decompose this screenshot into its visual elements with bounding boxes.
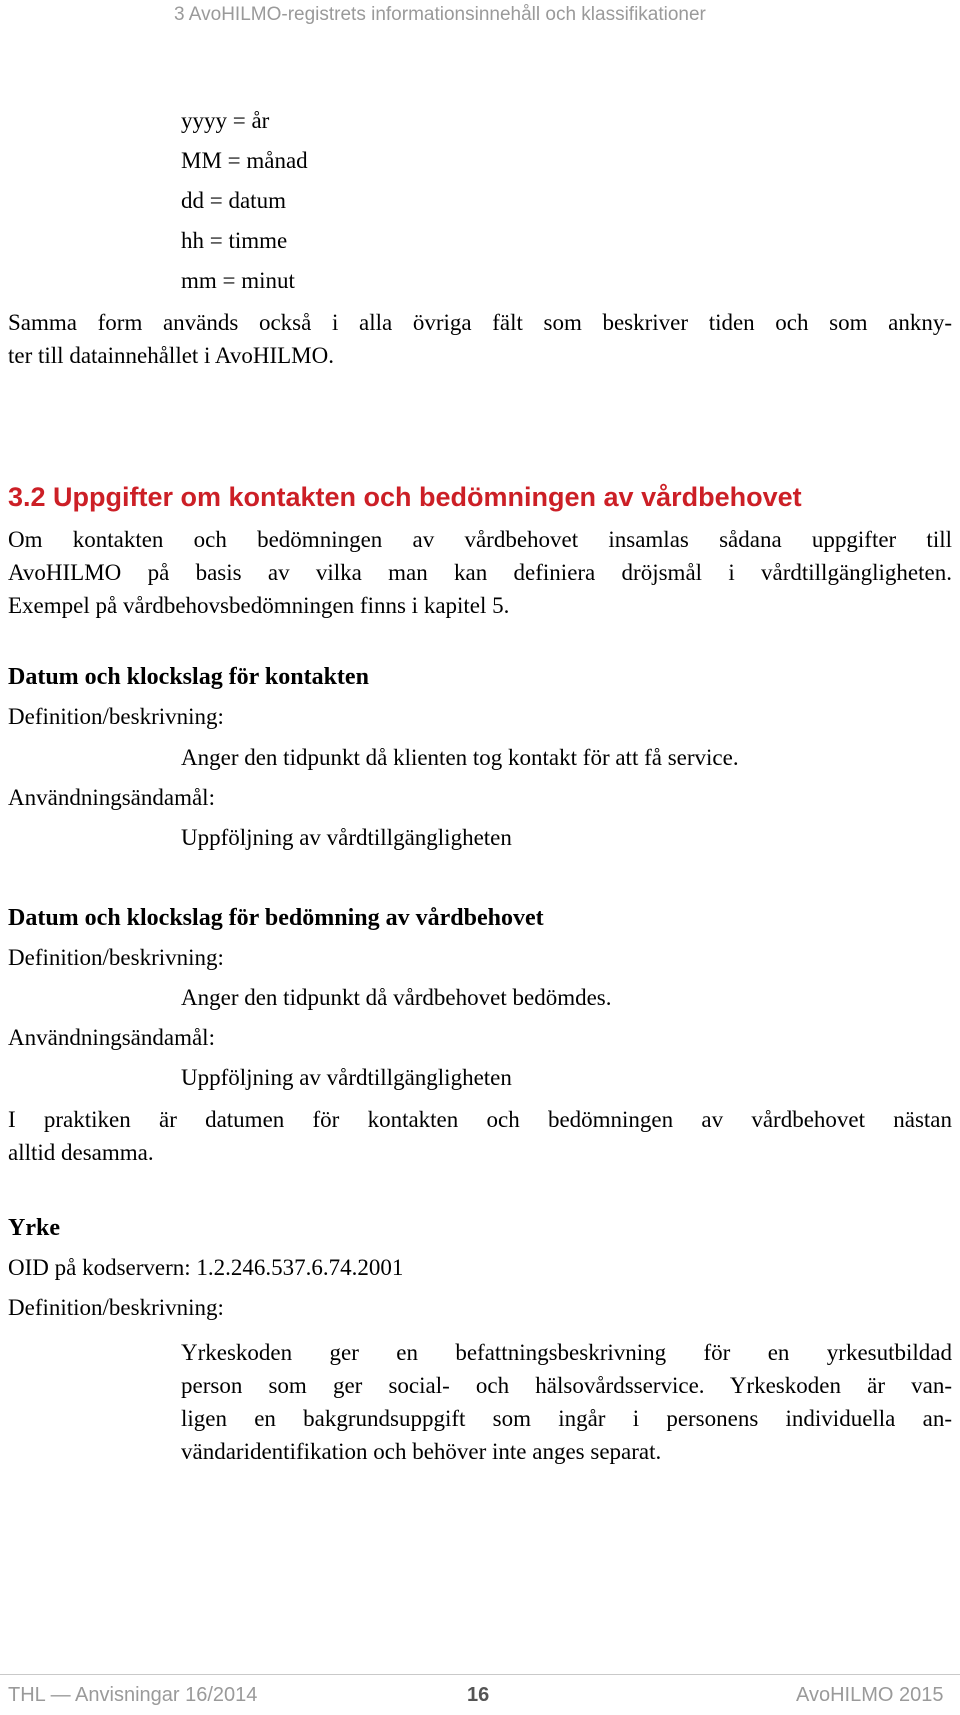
format-list-item: dd = datum <box>181 188 286 213</box>
oid-line: OID på kodservern: 1.2.246.537.6.74.2001 <box>8 1255 404 1280</box>
footer-document-title: AvoHILMO 2015 <box>796 1684 944 1706</box>
section-intro-paragraph <box>8 523 952 622</box>
intro-line: Exempel på vårdbehovsbedömningen finns i kapitel 5. <box>8 593 510 618</box>
intro-line: Om kontakten och bedömningen av vårdbehovet insamlas sådana uppgifter till <box>8 527 952 552</box>
field-title-occupation: Yrke <box>8 1215 60 1241</box>
purpose-text: Uppföljning av vårdtillgängligheten <box>181 825 512 850</box>
purpose-label: Användningsändamål: <box>8 1025 215 1050</box>
note-line: alltid desamma. <box>8 1140 154 1165</box>
format-note-line: ter till datainnehållet i AvoHILMO. <box>8 343 334 368</box>
definition-line: Yrkeskoden ger en befattningsbeskrivning för en yrkesutbildad <box>181 1340 952 1365</box>
running-header: 3 AvoHILMO-registrets informationsinnehåll och klassifikationer <box>174 4 706 25</box>
format-note-paragraph <box>8 306 952 372</box>
field-title-assessment: Datum och klockslag för bedömning av vårdbehovet <box>8 905 544 931</box>
intro-line: AvoHILMO på basis av vilka man kan definiera dröjsmål i vårdtillgängligheten. <box>8 560 952 585</box>
definition-line: ligen en bakgrundsuppgift som ingår i personens individuella an- <box>181 1406 952 1431</box>
purpose-text: Uppföljning av vårdtillgängligheten <box>181 1065 512 1090</box>
assessment-note-paragraph <box>8 1103 952 1169</box>
definition-line: vändaridentifikation och behöver inte anges separat. <box>181 1439 662 1464</box>
definition-text: Anger den tidpunkt då vårdbehovet bedömdes. <box>181 985 612 1010</box>
field-title-contact: Datum och klockslag för kontakten <box>8 664 369 690</box>
definition-label: Definition/beskrivning: <box>8 704 224 729</box>
occupation-definition-paragraph <box>181 1336 952 1468</box>
format-list-item: MM = månad <box>181 148 308 173</box>
page-number: 16 <box>467 1684 490 1706</box>
note-line: I praktiken är datumen för kontakten och bedömningen av vårdbehovet nästan <box>8 1107 952 1132</box>
definition-line: person som ger social- och hälsovårdsservice. Yrkeskoden är van- <box>181 1373 952 1398</box>
definition-label: Definition/beskrivning: <box>8 945 224 970</box>
format-list-item: hh = timme <box>181 228 288 253</box>
definition-text: Anger den tidpunkt då klienten tog kontakt för att få service. <box>181 745 739 770</box>
footer-publication: THL — Anvisningar 16/2014 <box>8 1684 258 1706</box>
format-list-item: mm = minut <box>181 268 295 293</box>
definition-label: Definition/beskrivning: <box>8 1295 224 1320</box>
format-note-line: Samma form används också i alla övriga fält som beskriver tiden och som ankny- <box>8 310 952 335</box>
purpose-label: Användningsändamål: <box>8 785 215 810</box>
format-list-item: yyyy = år <box>181 108 270 133</box>
section-heading: 3.2 Uppgifter om kontakten och bedömningen av vårdbehovet <box>8 482 802 512</box>
footer-divider <box>0 1674 960 1675</box>
